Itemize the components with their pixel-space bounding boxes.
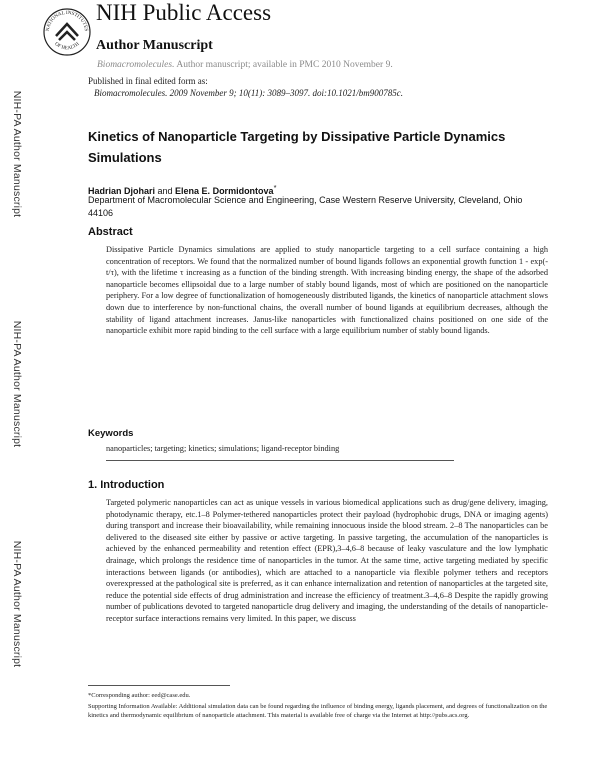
author-name: Elena E. Dormidontova	[175, 186, 274, 196]
divider	[106, 460, 454, 461]
abstract-heading: Abstract	[88, 226, 133, 238]
abstract-text: Dissipative Particle Dynamics simulations are applied to study nanoparticle targeting to a cell surface containing a high concentration of receptors. We found that the normalized number of bound ligands follows an exponential growth function 1 - exp(-t/τ), with the lifetime τ increasing as a function of the binding strength. With increasing binding energy, the shape of the adsorbed nanoparticle becomes ellipsoidal due to a large number of stably bound ligands, most of which are positioned on the nanoparticle periphery. For a low degree of functionalization of homogeneously distributed ligands, the kinetics of nanoparticle attachment slows down due to interference by non-functional chains, the overall number of bound ligands at equilibrium decreases, although the stability of ligand attachment increases. Janus-like nanoparticles with functionalized chains positioned on one side of the nanoparticle exhibit more rapid binding to the cell surface with a large equilibrium number of stably bound ligands.	[106, 245, 548, 336]
citation	[94, 88, 403, 98]
author-manuscript-label: Author Manuscript	[96, 38, 213, 53]
side-label: NIH-PA Author Manuscript	[11, 540, 23, 668]
keywords-list: nanoparticles; targeting; kinetics; simulations; ligand-receptor binding	[106, 444, 340, 453]
svg-text:OF HEALTH: OF HEALTH	[53, 41, 81, 52]
side-watermark	[0, 84, 34, 764]
corresponding-mark: *	[273, 183, 277, 192]
nih-public-access-title: NIH Public Access	[96, 0, 272, 25]
journal-availability: Biomacromolecules. Author manuscript; available in PMC 2010 November 9.	[97, 60, 393, 70]
author-separator: and	[155, 186, 176, 196]
introduction-heading: 1. Introduction	[88, 479, 165, 491]
svg-text:NATIONAL INSTITUTES: NATIONAL INSTITUTES	[45, 10, 89, 32]
footnote-divider	[88, 685, 230, 686]
author-name: Hadrian Djohari	[88, 186, 156, 196]
introduction-text: Targeted polymeric nanoparticles can act as unique vessels in various biomedical applications such as drug/gene delivery, imaging, photodynamic therapy, etc.1‒8 Polymer-tethered nanoparticles protect their payload (hydrophobic drugs, DNA or imaging agents) during transport and increase their bioavailability, while remaining innocuous inside the blood stream. 2‒8 The nanoparticles can be delivered to the diseased site either by passive or active targeting. In passive targeting, the accumulation of the nanoparticles is achieved by the enhanced permeability and retention effect (EPR),3‒4,6‒8 because of leaky vasculature and the low lymphatic drainage, which prolongs the residence time of nanoparticles in the tumor. At the same time, active targeting mediated by specific interactions between ligands (or antibodies), which are attached to a nanoparticle via flexible polymer tethers and receptors overexpressed at the pathological site is preferred, as it can enhance internalization and retention of nanoparticles at the targeted site, reduce the potential side effects of drug administration and increase the efficiency of treatment.3‒4,6‒8 Despite the rapidly growing number of publications devoted to targeted nanoparticle drug delivery and imaging, the understanding of the details of nanoparticle-receptor surface interactions remains very limited. In this paper, we discuss	[106, 498, 548, 623]
affiliation: Department of Macromolecular Science and Engineering, Case Western Reserve University, Cleveland, Ohio 44106	[88, 195, 523, 218]
nih-logo	[42, 2, 92, 64]
side-label: NIH-PA Author Manuscript	[11, 90, 23, 218]
corresponding-footnote: *Corresponding author: eed@case.edu.	[88, 692, 191, 699]
supporting-info-footnote: Supporting Information Available: Additional simulation data can be found regarding the influence of binding energy, ligands placement, and degrees of functionalization on the kinetics and thermodynamic equilibrium of nanoparticle attachment. This material is available free of charge via the Internet at http://pubs.acs.org.	[88, 703, 548, 719]
published-in-label: Published in final edited form as:	[88, 76, 208, 86]
keywords-heading: Keywords	[88, 428, 134, 439]
article-title: Kinetics of Nanoparticle Targeting by Dissipative Particle Dynamics Simulations	[88, 129, 506, 165]
side-label: NIH-PA Author Manuscript	[11, 320, 23, 448]
citation-text: Biomacromolecules. 2009 November 9; 10(11): 3089–3097. doi:10.1021/bm900785c.	[94, 88, 403, 98]
